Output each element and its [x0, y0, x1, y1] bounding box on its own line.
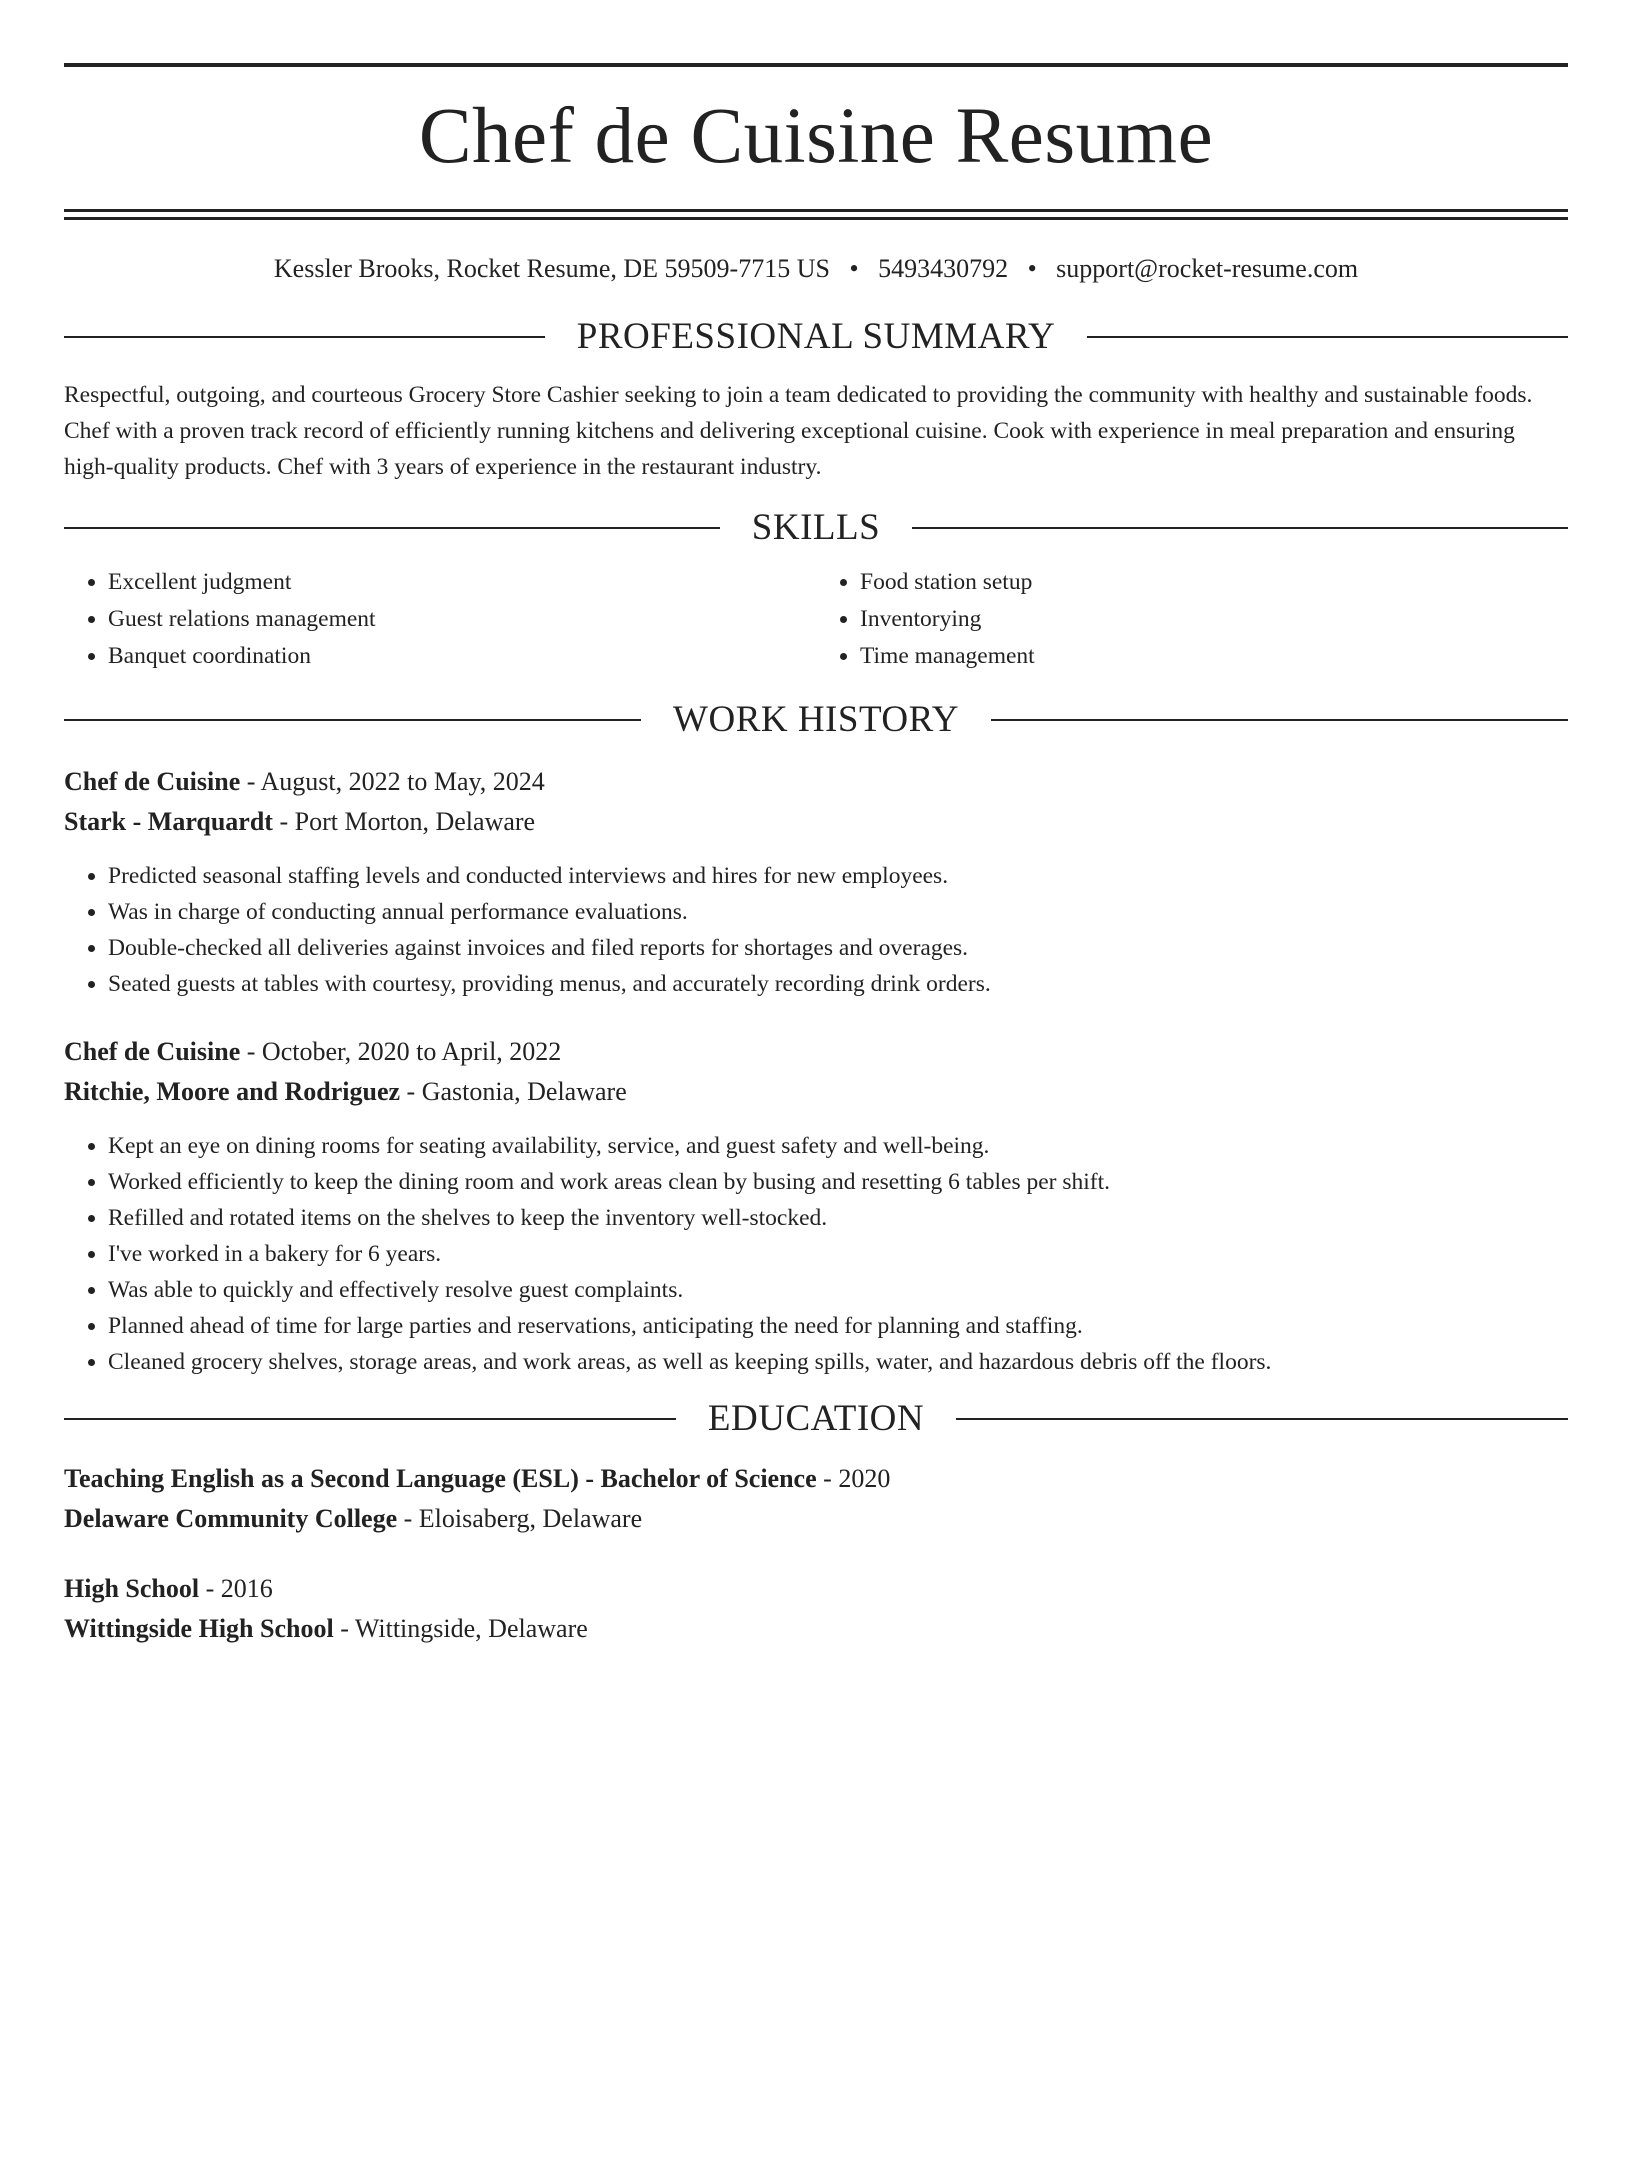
skills-column-left	[64, 564, 816, 675]
job-bullet: • Was in charge of conducting annual performance evaluations.	[108, 894, 1568, 930]
education-degree: High School	[64, 1574, 200, 1604]
section-rule	[64, 336, 545, 338]
top-rule	[64, 63, 1568, 67]
job-bullet: • Worked efficiently to keep the dining room and work areas clean by busing and resetting 6 tables per shift.	[108, 1164, 1568, 1200]
dash: -	[397, 1504, 419, 1534]
education-entry	[64, 1459, 1568, 1539]
job-bullet: • Double-checked all deliveries against invoices and filed reports for shortages and overages.	[108, 930, 1568, 966]
contact-separator: •	[1027, 254, 1037, 283]
job-bullets	[64, 858, 1568, 1002]
education-school-line	[64, 1499, 1568, 1539]
skill-item: • Food station setup	[860, 564, 1568, 601]
dash: -	[400, 1077, 422, 1107]
education-entry	[64, 1569, 1568, 1649]
job-employer-line	[64, 802, 1568, 842]
education-school-line	[64, 1609, 1568, 1649]
contact-phone: 5493430792	[878, 254, 1009, 283]
job-bullet: • Predicted seasonal staffing levels and conducted interviews and hires for new employees.	[108, 858, 1568, 894]
job-entry	[64, 1032, 1568, 1380]
section-rule	[64, 719, 641, 721]
section-rule	[956, 1418, 1568, 1420]
dash: -	[199, 1574, 221, 1604]
contact-address: Kessler Brooks, Rocket Resume, DE 59509-7715 US	[273, 254, 830, 283]
job-entry	[64, 762, 1568, 1002]
job-bullet: • Planned ahead of time for large parties and reservations, anticipating the need for planning and staffing.	[108, 1308, 1568, 1344]
contact-separator: •	[849, 254, 859, 283]
section-rule	[1087, 336, 1568, 338]
summary-text: Respectful, outgoing, and courteous Grocery Store Cashier seeking to join a team dedicated to providing the community with healthy and sustainable foods. Chef with a proven track record of efficiently running kitchens and delivering exceptional cuisine. Cook with experience in meal preparation and ensuring high-quality products. Chef with 3 years of experience in the restaurant industry.	[64, 382, 1533, 481]
contact-line	[64, 253, 1568, 284]
contact-email: support@rocket-resume.com	[1056, 254, 1359, 283]
skills-list	[64, 564, 1568, 675]
section-title: PROFESSIONAL SUMMARY	[576, 316, 1056, 358]
job-location: Port Morton, Delaware	[294, 807, 536, 837]
education-year: 2020	[838, 1464, 891, 1494]
job-dates: August, 2022 to May, 2024	[260, 767, 545, 797]
job-bullet: • Cleaned grocery shelves, storage areas, and work areas, as well as keeping spills, water, and hazardous debris off the floors.	[108, 1344, 1568, 1380]
education-year: 2016	[220, 1574, 273, 1604]
job-bullet: • I've worked in a bakery for 6 years.	[108, 1236, 1568, 1272]
section-rule	[64, 1418, 676, 1420]
section-rule	[64, 527, 720, 529]
job-title-line	[64, 762, 1568, 802]
section-header-education	[64, 1398, 1568, 1440]
education-location: Eloisaberg, Delaware	[418, 1504, 643, 1534]
section-rule	[912, 527, 1568, 529]
education-degree-line	[64, 1569, 1568, 1609]
skill-item: • Excellent judgment	[108, 564, 816, 601]
dash: -	[240, 767, 261, 797]
skill-item: • Guest relations management	[108, 601, 816, 638]
education-school: Delaware Community College	[64, 1504, 398, 1534]
skill-item: • Banquet coordination	[108, 638, 816, 675]
job-employer: Stark - Marquardt	[64, 807, 273, 837]
job-dates: October, 2020 to April, 2022	[261, 1037, 562, 1067]
job-title-line	[64, 1032, 1568, 1072]
section-header-skills	[64, 507, 1568, 549]
job-bullet: • Seated guests at tables with courtesy, providing menus, and accurately recording drink orders.	[108, 966, 1568, 1002]
job-title: Chef de Cuisine	[64, 1037, 241, 1067]
education-school: Wittingside High School	[64, 1614, 334, 1644]
page-title: Chef de Cuisine Resume	[418, 93, 1214, 180]
skills-column-right	[816, 564, 1568, 675]
education-location: Wittingside, Delaware	[354, 1614, 588, 1644]
section-header-summary	[64, 316, 1568, 358]
job-title: Chef de Cuisine	[64, 767, 241, 797]
dash: -	[333, 1614, 355, 1644]
resume-page	[0, 63, 1632, 2175]
title-double-rule	[64, 209, 1568, 220]
job-employer-line	[64, 1072, 1568, 1112]
section-title: EDUCATION	[707, 1398, 925, 1440]
section-rule	[991, 719, 1568, 721]
dash: -	[240, 1037, 262, 1067]
job-bullet: • Refilled and rotated items on the shelves to keep the inventory well-stocked.	[108, 1200, 1568, 1236]
dash: -	[816, 1464, 839, 1494]
education-degree: Teaching English as a Second Language (ESL) - Bachelor of Science	[64, 1464, 817, 1494]
job-employer: Ritchie, Moore and Rodriguez	[64, 1077, 401, 1107]
skill-item: • Inventorying	[860, 601, 1568, 638]
job-bullet: • Kept an eye on dining rooms for seating availability, service, and guest safety and well-being.	[108, 1128, 1568, 1164]
dash: -	[272, 807, 295, 837]
job-bullets	[64, 1128, 1568, 1380]
section-header-work	[64, 699, 1568, 741]
job-location: Gastonia, Delaware	[421, 1077, 627, 1107]
job-bullet: • Was able to quickly and effectively resolve guest complaints.	[108, 1272, 1568, 1308]
skill-item: • Time management	[860, 638, 1568, 675]
education-degree-line	[64, 1459, 1568, 1499]
section-title: SKILLS	[751, 507, 881, 549]
section-title: WORK HISTORY	[673, 699, 959, 741]
